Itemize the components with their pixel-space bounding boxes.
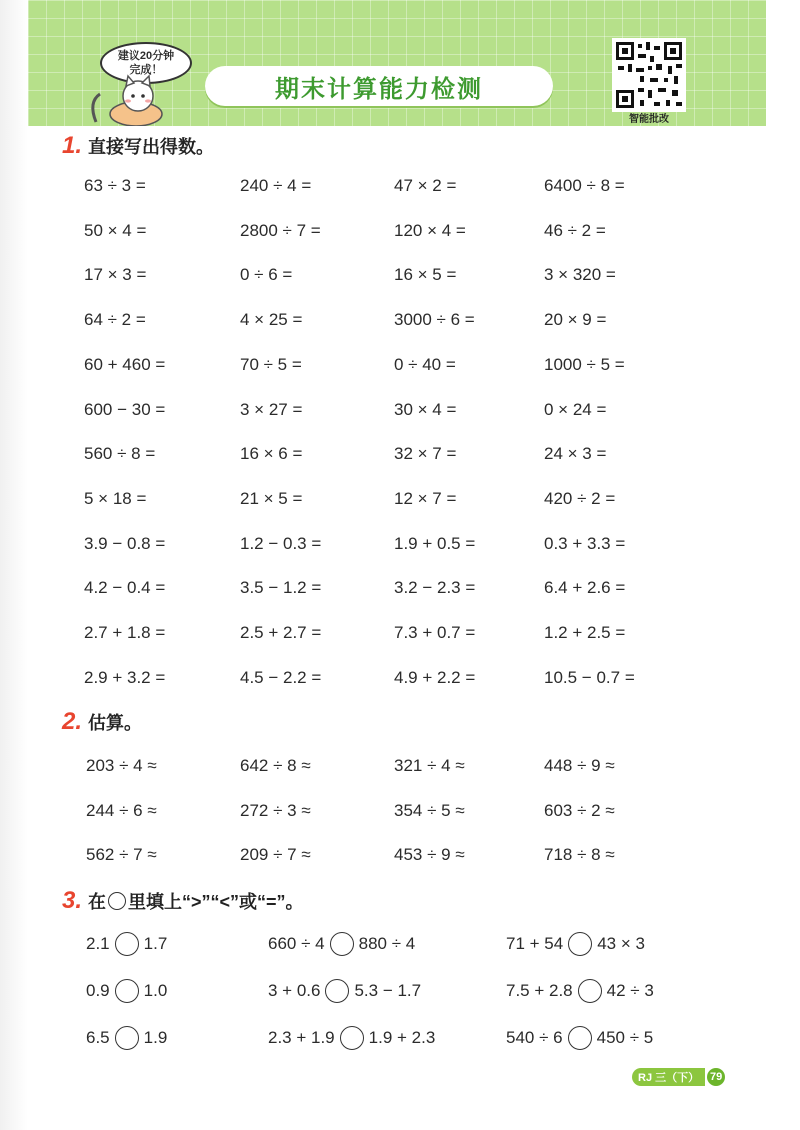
page-title: 期末计算能力检测 (205, 66, 553, 106)
section1-number: 1. (62, 132, 83, 159)
problem-cell: 3000 ÷ 6 = (394, 310, 475, 330)
compare-left: 2.3 + 1.9 (268, 1028, 335, 1047)
compare-row (0, 932, 800, 962)
problem-cell: 2.5 + 2.7 = (240, 623, 322, 642)
problem-cell: 6.4 + 2.6 = (544, 578, 626, 598)
problem-cell: 7.3 + 0.7 = (394, 623, 476, 642)
compare-item (268, 1026, 435, 1050)
problem-cell: 21 × 5 = (240, 488, 303, 508)
compare-item (506, 932, 645, 956)
problem-cell: 3 × 27 = (240, 399, 303, 419)
estimate-cell: 244 ÷ 6 ≈ (86, 800, 157, 820)
problem-cell: 4.5 − 2.2 = (240, 667, 322, 687)
compare-item (86, 1026, 167, 1050)
estimate-cell: 718 ÷ 8 ≈ (544, 845, 615, 864)
estimate-cell: 603 ÷ 2 ≈ (544, 800, 615, 820)
compare-right: 1.0 (143, 981, 168, 1000)
problem-cell: 32 × 7 = (394, 444, 457, 464)
problem-row (0, 310, 800, 340)
section3-heading (62, 887, 304, 915)
section1-title: 直接写出得数。 (88, 137, 215, 157)
estimate-cell: 209 ÷ 7 ≈ (240, 845, 311, 864)
problem-cell: 70 ÷ 5 = (240, 354, 302, 374)
problem-cell: 420 ÷ 2 = (544, 488, 616, 508)
problem-cell: 17 × 3 = (84, 265, 147, 285)
estimate-cell: 562 ÷ 7 ≈ (86, 845, 157, 864)
problem-row (0, 444, 800, 474)
compare-left: 540 ÷ 6 (506, 1028, 563, 1047)
compare-item (506, 1026, 653, 1050)
estimate-cell: 203 ÷ 4 ≈ (86, 756, 157, 775)
section2-number: 2. (62, 708, 83, 735)
problem-cell: 1.2 + 2.5 = (544, 623, 626, 642)
problem-cell: 3 × 320 = (544, 265, 616, 285)
compare-row (0, 1026, 800, 1056)
estimate-row (0, 845, 800, 875)
problem-cell: 0 ÷ 6 = (240, 265, 293, 285)
footer-badge (632, 1068, 725, 1086)
problem-row (0, 578, 800, 608)
problem-cell: 47 × 2 = (394, 176, 457, 195)
problem-cell: 6400 ÷ 8 = (544, 176, 625, 195)
problem-cell: 10.5 − 0.7 = (544, 667, 635, 687)
problem-cell: 20 × 9 = (544, 310, 607, 330)
answer-circle-icon[interactable] (568, 932, 592, 956)
grade-tag: RJ 三（下） (632, 1068, 705, 1086)
problem-cell: 16 × 5 = (394, 265, 457, 285)
problem-cell: 60 + 460 = (84, 354, 166, 374)
problem-cell: 1.2 − 0.3 = (240, 533, 322, 553)
estimate-cell: 453 ÷ 9 ≈ (394, 845, 465, 864)
problem-cell: 4 × 25 = (240, 310, 303, 330)
section2-title: 估算。 (88, 713, 143, 733)
problem-cell: 64 ÷ 2 = (84, 310, 146, 330)
problem-row (0, 265, 800, 295)
problem-cell: 1000 ÷ 5 = (544, 354, 625, 374)
problem-cell: 120 × 4 = (394, 220, 466, 240)
problem-cell: 63 ÷ 3 = (84, 176, 146, 195)
compare-item (86, 979, 167, 1003)
problem-cell: 0.3 + 3.3 = (544, 533, 626, 553)
problem-row (0, 221, 800, 251)
problem-cell: 16 × 6 = (240, 444, 303, 464)
compare-left: 6.5 (86, 1028, 110, 1047)
cat-illustration (86, 72, 176, 126)
problem-cell: 560 ÷ 8 = (84, 444, 156, 464)
qr-label: 智能批改 (629, 114, 669, 125)
problem-cell: 12 × 7 = (394, 488, 457, 508)
answer-circle-icon[interactable] (340, 1026, 364, 1050)
compare-left: 2.1 (86, 934, 110, 953)
problem-cell: 3.5 − 1.2 = (240, 578, 322, 598)
compare-right: 1.9 (143, 1028, 168, 1047)
problem-row (0, 176, 800, 206)
compare-left: 7.5 + 2.8 (506, 981, 573, 1000)
problem-cell: 2.7 + 1.8 = (84, 623, 166, 642)
compare-row (0, 979, 800, 1009)
page-number: 79 (707, 1068, 725, 1086)
estimate-row (0, 801, 800, 831)
estimate-cell: 448 ÷ 9 ≈ (544, 756, 615, 775)
compare-right: 5.3 − 1.7 (354, 981, 422, 1000)
problem-row (0, 668, 800, 698)
compare-left: 71 + 54 (506, 934, 564, 953)
problem-cell: 240 ÷ 4 = (240, 176, 312, 195)
answer-circle-icon[interactable] (115, 932, 139, 956)
problem-cell: 3.2 − 2.3 = (394, 578, 476, 598)
problem-cell: 3.9 − 0.8 = (84, 533, 166, 553)
estimate-cell: 642 ÷ 8 ≈ (240, 756, 311, 775)
problem-cell: 4.9 + 2.2 = (394, 667, 476, 687)
problem-cell: 600 − 30 = (84, 399, 166, 419)
problem-row (0, 623, 800, 653)
answer-circle-icon[interactable] (578, 979, 602, 1003)
problem-row (0, 489, 800, 519)
estimate-cell: 272 ÷ 3 ≈ (240, 800, 311, 820)
compare-right: 42 ÷ 3 (606, 981, 654, 1000)
section1-heading (62, 132, 214, 160)
problem-row (0, 534, 800, 564)
problem-cell: 50 × 4 = (84, 220, 147, 240)
compare-right: 43 × 3 (597, 934, 645, 953)
compare-item (506, 979, 654, 1003)
problem-row (0, 400, 800, 430)
compare-left: 660 ÷ 4 (268, 934, 325, 953)
problem-cell: 0 ÷ 40 = (394, 354, 456, 374)
compare-right: 880 ÷ 4 (358, 934, 416, 953)
section3-number: 3. (62, 887, 83, 914)
section3-title-post: 里填上“>”“<”或“=”。 (128, 892, 304, 912)
compare-right: 450 ÷ 5 (596, 1028, 654, 1047)
answer-circle-icon[interactable] (330, 932, 354, 956)
compare-left: 3 + 0.6 (268, 981, 321, 1000)
compare-item (86, 932, 167, 956)
problem-cell: 2.9 + 3.2 = (84, 667, 166, 687)
estimate-cell: 321 ÷ 4 ≈ (394, 756, 465, 775)
estimate-row (0, 756, 800, 786)
answer-circle-icon[interactable] (568, 1026, 592, 1050)
section3-title-pre: 在 (88, 892, 107, 912)
circle-icon (108, 892, 126, 910)
problem-row (0, 355, 800, 385)
compare-item (268, 979, 421, 1003)
bubble-text: 建议20分钟 完成！ (117, 50, 175, 76)
section2-heading (62, 708, 142, 736)
problem-cell: 5 × 18 = (84, 488, 147, 508)
qr-code-icon[interactable] (612, 38, 686, 112)
compare-right: 1.7 (143, 934, 168, 953)
compare-left: 0.9 (86, 981, 110, 1000)
problem-cell: 2800 ÷ 7 = (240, 220, 321, 240)
problem-cell: 30 × 4 = (394, 399, 457, 419)
answer-circle-icon[interactable] (325, 979, 349, 1003)
problem-cell: 1.9 + 0.5 = (394, 533, 476, 553)
problem-cell: 4.2 − 0.4 = (84, 578, 166, 598)
compare-right: 1.9 + 2.3 (368, 1028, 436, 1047)
problem-cell: 24 × 3 = (544, 444, 607, 464)
estimate-cell: 354 ÷ 5 ≈ (394, 800, 465, 820)
answer-circle-icon[interactable] (115, 979, 139, 1003)
problem-cell: 0 × 24 = (544, 399, 607, 419)
problem-cell: 46 ÷ 2 = (544, 220, 606, 240)
compare-item (268, 932, 415, 956)
answer-circle-icon[interactable] (115, 1026, 139, 1050)
